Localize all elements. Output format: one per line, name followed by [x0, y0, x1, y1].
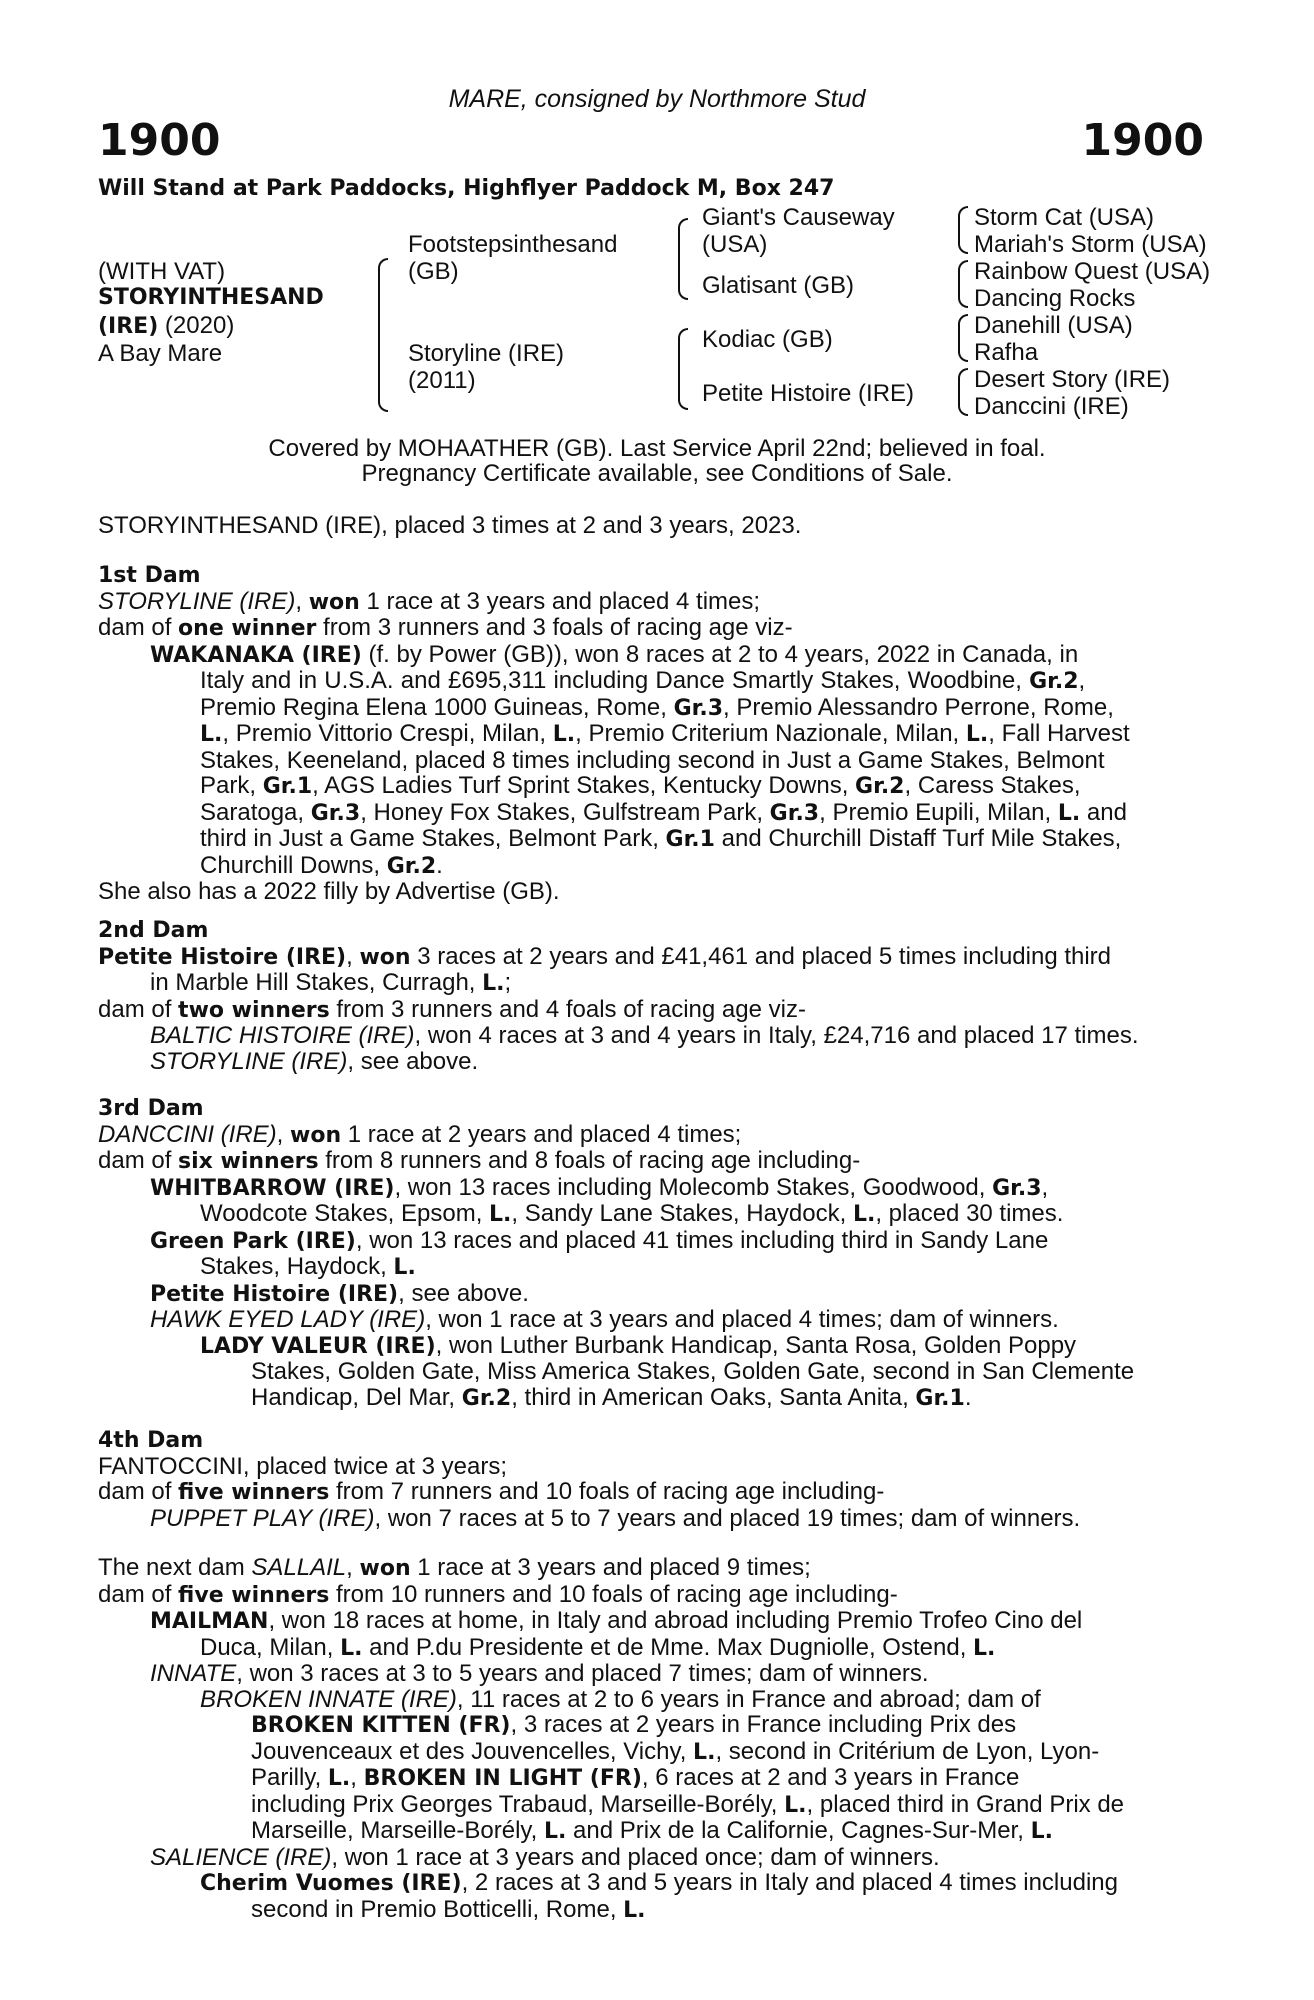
text: Handicap, Del Mar,	[251, 1383, 462, 1411]
third-dam-heading: 3rd Dam	[98, 1096, 204, 1121]
sep: ,	[295, 587, 309, 615]
text: ;	[504, 969, 512, 996]
text: , second in Critérium de Lyon, Lyon-	[715, 1737, 1100, 1765]
horse-name: PUPPET PLAY (IRE)	[150, 1504, 375, 1532]
ancestor-rainbow-quest: Rainbow Quest (USA)	[974, 258, 1211, 285]
text: , won 1 race at 3 years and placed once; dam of winners.	[331, 1843, 940, 1871]
listed: L.	[393, 1255, 416, 1280]
mailman-line-2	[200, 1635, 1204, 1662]
text: , Sandy Lane Stakes, Haydock,	[511, 1200, 853, 1227]
first-dam-produce	[98, 615, 1204, 642]
wakanaka-line-3	[200, 695, 1204, 722]
text: , 3 races at 2 years in France including Prix des	[510, 1711, 1017, 1738]
next-dam-section	[98, 1555, 1204, 1923]
lady-valeur-line-2: Stakes, Golden Gate, Miss America Stakes, Golden Gate, second in San Clemente	[251, 1358, 1135, 1385]
grade: Gr.1	[915, 1385, 965, 1411]
text: , placed third in Grand Prix de	[806, 1790, 1125, 1818]
whitbarrow-line-2	[200, 1201, 1204, 1228]
horse-name: BROKEN KITTEN (FR)	[251, 1713, 511, 1738]
listed: L.	[552, 722, 576, 747]
listed: L.	[543, 1819, 567, 1844]
lady-valeur-line-1	[200, 1333, 1204, 1360]
broken-kitten-line-2	[251, 1739, 1204, 1766]
consignor-line: MARE, consigned by Northmore Stud	[448, 85, 866, 113]
mailman-line-1	[150, 1608, 1204, 1635]
text: Duca, Milan,	[200, 1633, 341, 1661]
won-label: won	[359, 944, 411, 970]
horse-name: HAWK EYED LADY (IRE)	[150, 1306, 426, 1333]
g3-brace-1	[958, 206, 968, 254]
second-dam-heading: 2nd Dam	[98, 918, 209, 943]
sire-country: (GB)	[408, 258, 459, 285]
text: , won 4 races at 3 and 4 years in Italy, £24,716 and placed 17 times.	[414, 1022, 1139, 1049]
text: dam of	[98, 1580, 179, 1608]
grade: Gr.2	[461, 1385, 512, 1411]
horse-name: BALTIC HISTOIRE (IRE)	[150, 1022, 415, 1049]
ancestor-danehill: Danehill (USA)	[974, 312, 1133, 339]
text: , Premio Eupili, Milan,	[819, 798, 1058, 826]
horse-name: INNATE	[150, 1660, 237, 1687]
text: , Premio Criterium Nazionale, Milan,	[575, 720, 966, 747]
g3-brace-3	[958, 314, 968, 362]
text: and	[1080, 798, 1127, 826]
ancestor-desert-story: Desert Story (IRE)	[974, 366, 1171, 393]
horse-name: STORYINTHESAND	[98, 285, 324, 310]
record-text: 1 race at 3 years and placed 4 times;	[359, 587, 761, 615]
text: ,	[1078, 667, 1086, 694]
lot-number-right: 1900	[1081, 115, 1204, 166]
horse-country: (IRE)	[98, 314, 159, 339]
horse-name: SALIENCE (IRE)	[150, 1843, 332, 1871]
text: Churchill Downs,	[200, 851, 387, 879]
listed: L.	[1057, 800, 1081, 826]
text: and Churchill Distaff Turf Mile Stakes,	[714, 825, 1122, 852]
g3-brace-4	[958, 368, 968, 416]
wakanaka-line-2	[200, 668, 1204, 695]
text: and Prix de la Californie, Cagnes-Sur-Mer,	[566, 1817, 1031, 1844]
text: , Premio Vittorio Crespi, Milan,	[222, 720, 553, 747]
text: , won 7 races at 5 to 7 years and placed 19 times; dam of winners.	[374, 1504, 1081, 1532]
horse-name: BROKEN IN LIGHT (FR)	[363, 1766, 642, 1791]
dam-name: STORYLINE (IRE)	[98, 587, 296, 615]
third-dam-produce	[98, 1148, 1204, 1175]
third-dam-section	[98, 1096, 1204, 1411]
horse-name: BROKEN INNATE (IRE)	[200, 1685, 457, 1713]
horse-name: STORYLINE (IRE)	[150, 1047, 348, 1075]
text: Stakes, Haydock,	[200, 1253, 394, 1280]
text: Parilly,	[251, 1764, 328, 1791]
first-dam-heading: 1st Dam	[98, 563, 201, 588]
fourth-dam-produce	[98, 1479, 1204, 1506]
dam-name: Storyline (IRE)	[408, 340, 565, 367]
next-dam-produce	[98, 1582, 1204, 1609]
puppet-play	[150, 1506, 1204, 1532]
also-note: She also has a 2022 filly by Advertise (GB).	[98, 878, 560, 905]
horse-country-year	[98, 312, 234, 339]
text: from 8 runners and 8 foals of racing age including-	[318, 1147, 861, 1174]
text: dam of	[98, 995, 179, 1023]
text: , won 18 races at home, in Italy and abroad including Premio Trofeo Cino del	[268, 1607, 1083, 1634]
covered-note: Covered by MOHAATHER (GB). Last Service April 22nd; believed in foal.	[268, 435, 1046, 462]
grade: Gr.2	[1029, 669, 1079, 694]
grade: Gr.1	[262, 774, 313, 799]
horse-name: LADY VALEUR (IRE)	[200, 1333, 436, 1359]
winners-count: six winners	[178, 1149, 319, 1174]
broken-in-light-line-3	[251, 1818, 1204, 1845]
won-label: won	[359, 1556, 411, 1581]
horse-description: A Bay Mare	[98, 340, 223, 367]
winners-count: two winners	[178, 997, 330, 1023]
ancestor-mariahs-storm: Mariah's Storm (USA)	[974, 231, 1207, 258]
text: , see above.	[347, 1047, 479, 1075]
sep: ,	[276, 1120, 291, 1148]
sep: ,	[346, 942, 360, 970]
broken-innate	[200, 1687, 1204, 1713]
wakanaka-line-4	[200, 721, 1204, 748]
text: , won 3 races at 3 to 5 years and placed 7 times; dam of winners.	[236, 1660, 929, 1687]
wakanaka-line-9	[200, 853, 1204, 880]
second-dam-section	[98, 918, 1204, 1074]
text: Jouvenceaux et des Jouvencelles, Vichy,	[251, 1737, 694, 1765]
granddam-sire-side: Glatisant (GB)	[702, 272, 855, 299]
grade: Gr.2	[855, 774, 905, 799]
grandsire-country: (USA)	[702, 231, 768, 258]
text: in Marble Hill Stakes, Curragh,	[150, 969, 483, 996]
text: .	[964, 1383, 972, 1411]
fourth-dam-heading: 4th Dam	[98, 1428, 204, 1453]
text: Italy and in U.S.A. and £695,311 including Dance Smartly Stakes, Woodbine,	[200, 667, 1030, 694]
sire-name: Footstepsinthesand	[408, 231, 618, 258]
dam-name: SALLAIL	[251, 1554, 347, 1581]
green-park-line-1	[150, 1228, 1204, 1255]
dam-name: Petite Histoire (IRE)	[98, 944, 347, 970]
text: including Prix Georges Trabaud, Marseille-Borély,	[251, 1790, 785, 1818]
text: 1 race at 2 years and placed 4 times;	[341, 1120, 742, 1148]
text: Saratoga,	[200, 798, 311, 826]
winners-count: one winner	[178, 616, 317, 641]
listed: L.	[973, 1635, 996, 1661]
text: .	[436, 851, 443, 879]
text: , Fall Harvest	[988, 720, 1130, 747]
text: dam of	[98, 614, 179, 641]
text: (f. by Power (GB)), won 8 races at 2 to 4 years, 2022 in Canada, in	[361, 640, 1079, 668]
text: ,	[1041, 1173, 1049, 1201]
second-dam-record-2	[150, 970, 1204, 997]
won-label: won	[308, 589, 360, 615]
innate	[150, 1661, 1204, 1687]
dam-year: (2011)	[408, 367, 476, 394]
grade: Gr.3	[310, 800, 361, 826]
text: , Caress Stakes,	[904, 772, 1081, 799]
grade: Gr.3	[769, 800, 820, 826]
pregnancy-note: Pregnancy Certificate available, see Conditions of Sale.	[361, 460, 953, 487]
text: from 10 runners and 10 foals of racing age including-	[329, 1580, 898, 1608]
text: dam of	[98, 1147, 179, 1174]
horse-year: (2020)	[158, 312, 235, 339]
listed: L.	[200, 722, 223, 747]
winners-count: five winners	[178, 1480, 330, 1505]
g3-brace-2	[958, 260, 968, 308]
listed: L.	[623, 1897, 646, 1923]
hawk-eyed-lady	[150, 1307, 1204, 1333]
grade: Gr.3	[673, 695, 724, 721]
fourth-dam-section	[98, 1428, 1204, 1531]
text: , third in American Oaks, Santa Anita,	[511, 1383, 916, 1411]
text: Premio Regina Elena 1000 Guineas, Rome,	[200, 693, 674, 721]
green-park-line-2	[200, 1254, 1204, 1281]
text: from 3 runners and 3 foals of racing age viz-	[316, 614, 793, 641]
dam-name: DANCCINI (IRE)	[98, 1120, 277, 1148]
grade: Gr.2	[386, 853, 437, 879]
text: second in Premio Botticelli, Rome,	[251, 1895, 624, 1923]
listed: L.	[1030, 1819, 1053, 1844]
text: , placed 30 times.	[875, 1200, 1064, 1227]
listed: L.	[489, 1202, 512, 1227]
text: Marseille, Marseille-Borély,	[251, 1817, 544, 1844]
grandsire-name: Giant's Causeway	[702, 204, 895, 231]
listed: L.	[693, 1739, 716, 1765]
ancestor-storm-cat: Storm Cat (USA)	[974, 204, 1155, 231]
wakanaka-line-1	[150, 642, 1204, 669]
sire-brace	[678, 218, 688, 300]
wakanaka-line-8	[200, 826, 1204, 853]
text: Park,	[200, 772, 263, 799]
horse-name: WAKANAKA (IRE)	[150, 642, 362, 668]
listed: L.	[965, 722, 989, 747]
horse-name: WHITBARROW (IRE)	[150, 1175, 395, 1201]
wakanaka-line-6	[200, 773, 1204, 800]
salience	[150, 1845, 1204, 1871]
text: , won 13 races including Molecomb Stakes, Goodwood,	[394, 1173, 993, 1201]
grade: Gr.3	[992, 1175, 1042, 1201]
text: The next dam	[98, 1554, 252, 1581]
text: ,	[346, 1554, 360, 1581]
broken-kitten-line-1	[251, 1712, 1204, 1739]
ancestor-danccini: Danccini (IRE)	[974, 393, 1129, 420]
horse-name: MAILMAN	[150, 1609, 269, 1634]
listed: L.	[327, 1766, 351, 1791]
text: , 11 races at 2 to 6 years in France and abroad; dam of	[456, 1685, 1041, 1713]
listed: L.	[482, 971, 505, 996]
horse-name: Petite Histoire (IRE)	[150, 1281, 399, 1307]
whitbarrow-line-1	[150, 1175, 1204, 1202]
horse-name: Green Park (IRE)	[150, 1228, 356, 1254]
text: 3 races at 2 years and £41,461 and placed 5 times including third	[410, 942, 1112, 970]
text: , Honey Fox Stakes, Gulfstream Park,	[360, 798, 770, 826]
winners-count: five winners	[178, 1582, 330, 1608]
text: from 3 runners and 4 foals of racing age viz-	[329, 995, 806, 1023]
dam-brace	[678, 328, 688, 410]
fourth-dam-record: FANTOCCINI, placed twice at 3 years;	[98, 1452, 508, 1480]
text: , won Luther Burbank Handicap, Santa Rosa, Golden Poppy	[435, 1331, 1077, 1359]
third-dam-record	[98, 1122, 1204, 1149]
race-summary: STORYINTHESAND (IRE), placed 3 times at 2 and 3 years, 2023.	[98, 512, 802, 539]
text: Woodcote Stakes, Epsom,	[200, 1200, 490, 1227]
next-dam-record	[98, 1555, 1204, 1582]
granddam-dam-side: Petite Histoire (IRE)	[702, 380, 915, 407]
lady-valeur-line-3	[251, 1385, 1204, 1412]
listed: L.	[784, 1792, 807, 1818]
text: dam of	[98, 1478, 179, 1505]
text: , see above.	[398, 1279, 529, 1307]
grandsire-dam-side: Kodiac (GB)	[702, 326, 833, 353]
horse-name: Cherim Vuomes (IRE)	[200, 1871, 462, 1896]
listed: L.	[340, 1635, 363, 1661]
second-dam-record	[98, 944, 1204, 971]
text: third in Just a Game Stakes, Belmont Park,	[200, 825, 666, 852]
cherim-vuomes-line-1	[200, 1870, 1204, 1897]
text: from 7 runners and 10 foals of racing age including-	[329, 1478, 885, 1505]
text: , won 1 race at 3 years and placed 4 times; dam of winners.	[425, 1306, 1059, 1333]
grade: Gr.1	[665, 827, 715, 852]
text: and P.du Presidente et de Mme. Max Dugniolle, Ostend,	[362, 1633, 974, 1661]
listed: L.	[852, 1202, 876, 1227]
ancestor-dancing-rocks: Dancing Rocks	[974, 285, 1136, 312]
ancestor-rafha: Rafha	[974, 339, 1039, 366]
pedigree-brace	[378, 258, 388, 412]
broken-in-light-line-2	[251, 1792, 1204, 1819]
won-label: won	[290, 1122, 342, 1148]
baltic-histoire	[150, 1023, 1204, 1049]
wakanaka-line-7	[200, 800, 1204, 827]
text: , 6 races at 2 and 3 years in France	[641, 1764, 1020, 1791]
broken-kitten-line-3	[251, 1765, 1204, 1792]
text: 1 race at 3 years and placed 9 times;	[410, 1554, 811, 1581]
first-dam-record	[98, 589, 1204, 616]
storyline-ref	[150, 1049, 1204, 1075]
cherim-vuomes-line-2	[251, 1897, 1204, 1924]
text: , AGS Ladies Turf Sprint Stakes, Kentucky Downs,	[312, 772, 856, 799]
text: , Premio Alessandro Perrone, Rome,	[723, 693, 1114, 721]
first-dam-section	[98, 563, 1204, 905]
horse-vat: (WITH VAT)	[98, 258, 226, 285]
second-dam-produce	[98, 997, 1204, 1024]
text: , won 13 races and placed 41 times including third in Sandy Lane	[355, 1226, 1049, 1254]
wakanaka-line-5: Stakes, Keeneland, placed 8 times including second in Just a Game Stakes, Belmont	[200, 746, 1105, 774]
text: ,	[350, 1764, 364, 1791]
lot-number-left: 1900	[98, 115, 221, 166]
stabling-location: Will Stand at Park Paddocks, Highflyer Paddock M, Box 247	[98, 176, 835, 201]
petite-histoire-ref	[150, 1281, 1204, 1308]
text: , 2 races at 3 and 5 years in Italy and placed 4 times including	[461, 1869, 1118, 1896]
